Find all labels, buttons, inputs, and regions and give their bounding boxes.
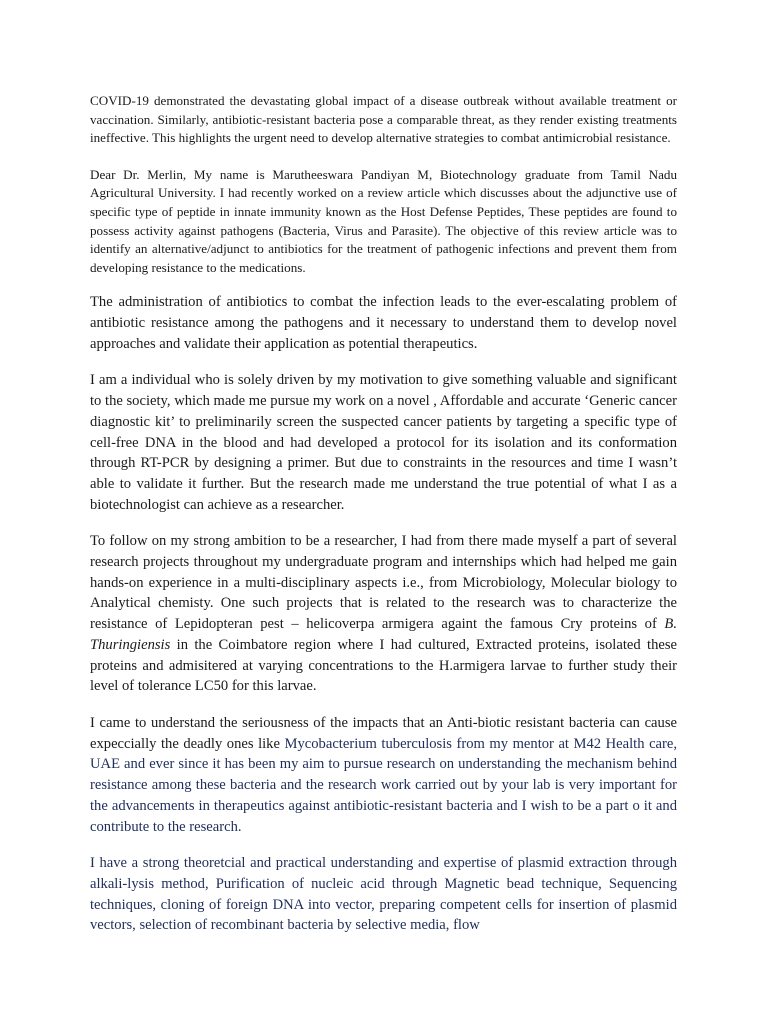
paragraph-mentor <box>90 713 677 837</box>
document-page <box>90 92 677 936</box>
paragraph-mentor-text-2: Mycobacterium tuberculosis from my mentor at M42 Health care, UAE and ever since it has been my aim to pursue research on understanding the mechanism behind resistance among these bacteria and the research work carried out by your lab is very important for the advancements in therapeutics against antibiotic-resistant bacteria and I wish to be a part o it and contribute to the research. <box>90 735 678 835</box>
species-name-italic: B. Thuringiensis <box>90 616 677 653</box>
paragraph-research-projects <box>90 531 677 697</box>
paragraph-motivation: I am a individual who is solely driven by my motivation to give something valuable and significant to the society, which made me pursue my work on a novel , Affordable and accurate ‘Generic cancer diagnostic kit’ to preliminarily screen the suspected cancer patients by targeting a specific type of cell-free DNA in the blood and had developed a protocol for its isolation and its conformation through RT-PCR by designing a primer. But due to constraints in the resources and time I wasn’t able to validate it further. But the research made me understand the true potential of what I as a biotechnologist can achieve as a researcher. <box>90 372 677 513</box>
paragraph-antibiotic-resistance: The administration of antibiotics to combat the infection leads to the ever-escalating problem of antibiotic resistance among the pathogens and it necessary to understand them to develop novel approaches and validate their application as potential therapeutics. <box>90 294 677 352</box>
paragraph-greeting: Dear Dr. Merlin, My name is Marutheeswara Pandiyan M, Biotechnology graduate from Tamil Nadu Agricultural University. I had recently worked on a review article which discusses about the adjunctive use of specific type of peptide in innate immunity known as the Host Defense Peptides, These peptides are found to possess activity against pathogens (Bacteria, Virus and Parasite). The objective of this review article was to identify an alternative/adjunct to antibiotics for the treatment of pathogenic infections and prevent them from developing resistance to the medications. <box>90 166 677 275</box>
paragraph-research-projects-text-1: To follow on my strong ambition to be a researcher, I had from there made myself a part of several research projects throughout my undergraduate program and internships which had helped me gain hands-on experience in a multi-disciplinary aspects i.e., from Microbiology, Molecular biology to Analytical chemisty. One such projects that is related to the research was to characterize the resistance of Lepidopteran pest – helicoverpa armigera againt the famous Cry proteins of <box>90 533 677 633</box>
paragraph-intro: COVID-19 demonstrated the devastating global impact of a disease outbreak without available treatment or vaccination. Similarly, antibiotic-resistant bacteria pose a comparable threat, as they render existing treatments ineffective. This highlights the urgent need to develop alternative strategies to combat antimicrobial resistance. <box>90 93 677 146</box>
paragraph-research-projects-text-2: in the Coimbatore region where I had cultured, Extracted proteins, isolated these proteins and admisitered at varying concentrations to the H.armigera larvae to further study their level of tolerance LC50 for this larvae. <box>90 636 677 695</box>
paragraph-expertise: I have a strong theoretcial and practical understanding and expertise of plasmid extraction through alkali-lysis method, Purification of nucleic acid through Magnetic bead technique, Sequencing techniques, cloning of foreign DNA into vector, preparing competent cells for insertion of plasmid vectors, selection of recombinant bacteria by selective media, flow <box>90 855 677 934</box>
paragraph-mentor-text-1: I came to understand the seriousness of the impacts that an Anti-biotic resistant bacteria can cause expeccially the deadly ones like <box>90 715 677 752</box>
